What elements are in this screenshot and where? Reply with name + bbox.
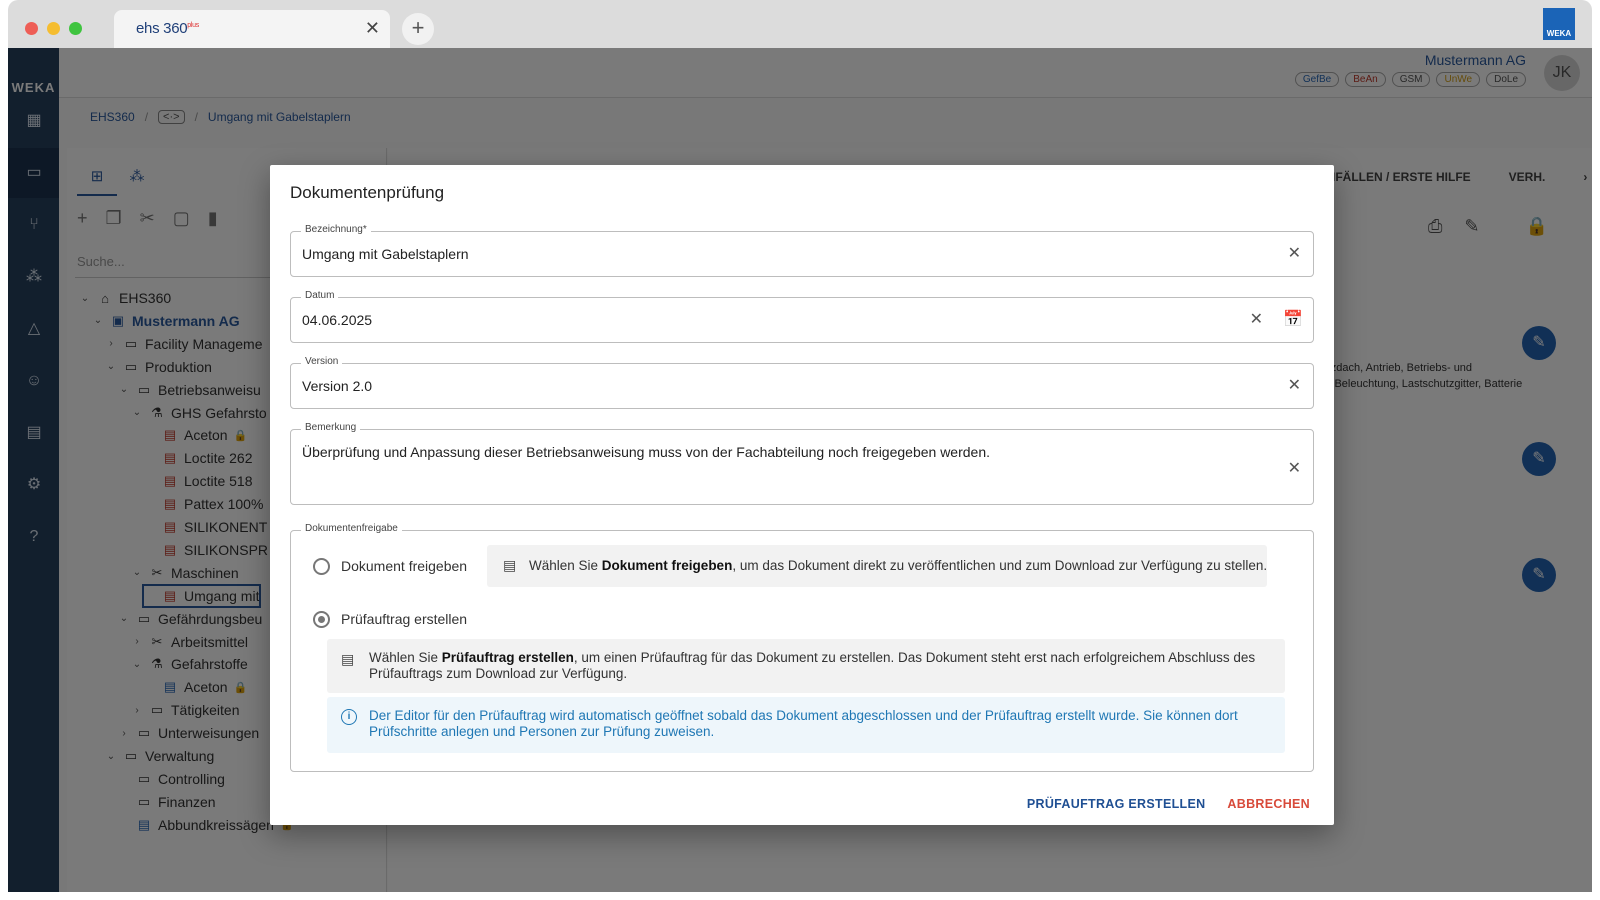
clear-bemerkung-icon[interactable]: ✕	[1287, 460, 1301, 477]
version-label: Version	[301, 356, 342, 367]
weka-brand-logo: WEKA	[1543, 8, 1575, 40]
calendar-note-icon: ▤	[341, 651, 355, 667]
pruefauftrag-info-box	[327, 697, 1285, 753]
datum-label: Datum	[301, 290, 338, 301]
pruefauftrag-hint: ▤ Wählen Sie Prüfauftrag erstellen, um einen Prüfauftrag für das Dokument zu erstellen. Das Dokument steht erst nach erfolgreichem Abschluss des Prüfauftrags zum Download zur Verfügung.	[327, 639, 1285, 693]
dokument-freigeben-hint: ▤ Wählen Sie Dokument freigeben, um das Dokument direkt zu veröffentlichen und zum Download zur Verfügung zu stellen.	[487, 545, 1267, 587]
dokumentenfreigabe-group	[290, 523, 1314, 772]
tab-logo: ehs $360^{plus}$	[136, 20, 199, 37]
abbrechen-button[interactable]: ABBRECHEN	[1227, 797, 1310, 811]
dialog-title: Dokumentenprüfung	[290, 183, 445, 202]
calendar-note-icon: ▤	[503, 557, 517, 573]
info-icon: i	[341, 709, 357, 725]
bezeichnung-label: Bezeichnung*	[301, 224, 371, 235]
datum-value[interactable]: 04.06.2025	[302, 312, 373, 328]
browser-tab[interactable]	[114, 10, 390, 48]
pruefauftrag-erstellen-button[interactable]: PRÜFAUFTRAG ERSTELLEN	[1026, 797, 1206, 811]
clear-version-icon[interactable]: ✕	[1287, 377, 1301, 394]
dokumentenfreigabe-legend: Dokumentenfreigabe	[301, 523, 402, 534]
pruefauftrag-info-text: Der Editor für den Prüfauftrag wird automatisch geöffnet sobald das Dokument abgeschlossen und der Prüfauftrag erstellt wurde. Sie können dort Prüfschritte anlegen und Personen zur Prüfung zuweisen.	[369, 708, 1238, 739]
bezeichnung-field[interactable]	[290, 224, 1314, 277]
dialog-actions	[1027, 797, 1310, 811]
close-window-dot[interactable]	[25, 22, 38, 35]
radio-dokument-freigeben-label[interactable]: Dokument freigeben	[341, 558, 468, 574]
browser-chrome	[8, 0, 1592, 48]
tab-close-icon[interactable]: ✕	[364, 18, 380, 38]
bemerkung-label: Bemerkung	[301, 422, 360, 433]
dokumentenpruefung-dialog	[270, 165, 1334, 825]
bemerkung-field[interactable]	[290, 422, 1314, 505]
clear-datum-icon[interactable]: ✕	[1249, 311, 1263, 328]
radio-dokument-freigeben[interactable]	[313, 558, 330, 575]
minimize-window-dot[interactable]	[47, 22, 60, 35]
radio-pruefauftrag-erstellen[interactable]	[313, 611, 330, 628]
calendar-icon[interactable]: 📅	[1283, 311, 1303, 328]
maximize-window-dot[interactable]	[69, 22, 82, 35]
bemerkung-value[interactable]: Überprüfung und Anpassung dieser Betriebsanweisung muss von der Fachabteilung noch freigegeben werden.	[302, 444, 991, 460]
bezeichnung-value[interactable]: Umgang mit Gabelstaplern	[302, 246, 469, 262]
version-value[interactable]: Version 2.0	[302, 378, 373, 394]
radio-pruefauftrag-erstellen-label[interactable]: Prüfauftrag erstellen	[341, 611, 468, 627]
clear-bezeichnung-icon[interactable]: ✕	[1287, 245, 1301, 262]
datum-field[interactable]	[290, 290, 1314, 343]
new-tab-button[interactable]: +	[402, 13, 434, 45]
version-field[interactable]	[290, 356, 1314, 409]
